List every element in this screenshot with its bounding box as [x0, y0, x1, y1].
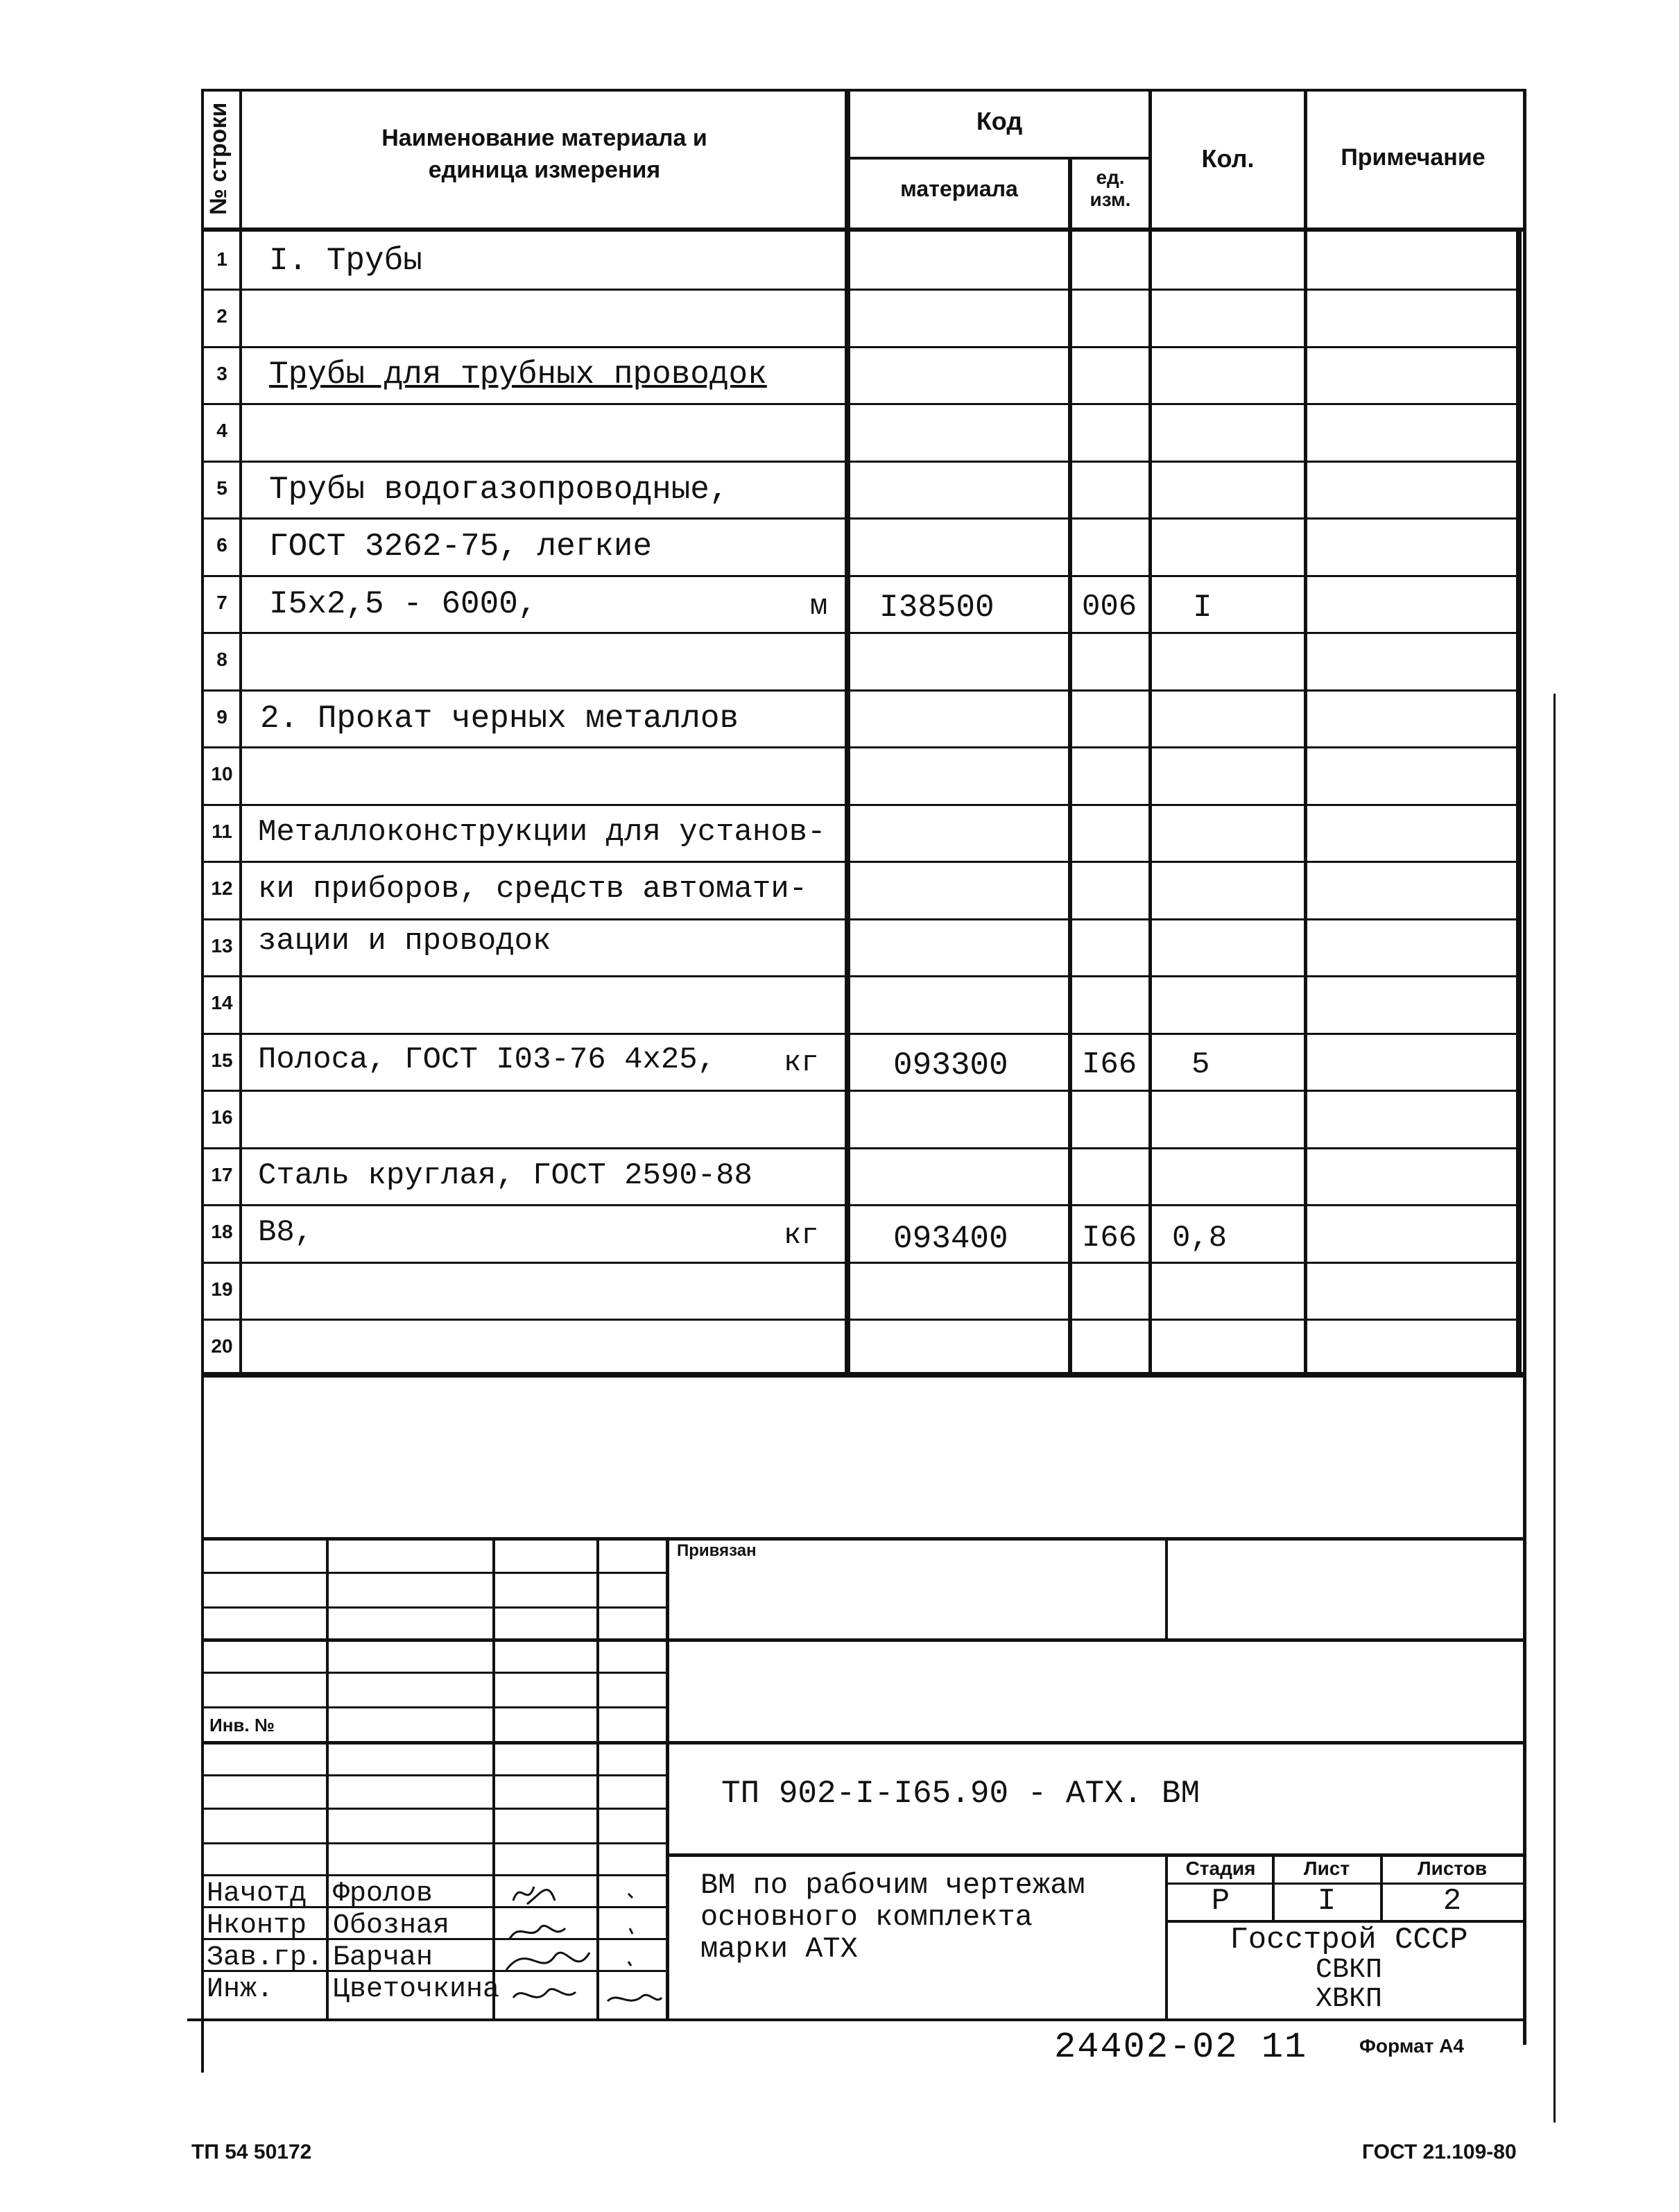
- row-number: 3: [216, 363, 227, 384]
- row-line: [201, 1090, 1519, 1092]
- table-bottom-line: [201, 1372, 1523, 1378]
- stamp-col-line: [1165, 1537, 1168, 1640]
- row-name: ки приборов, средств автомати-: [258, 872, 808, 907]
- row-name: Сталь круглая, ГОСТ 2590-88: [258, 1158, 752, 1193]
- row-line: [201, 1262, 1519, 1264]
- stamp-col-line: [1165, 1853, 1168, 2020]
- format-label: Формат А4: [1359, 2035, 1464, 2057]
- organization-line3: ХВКП: [1315, 1984, 1382, 2015]
- row-number: 2: [216, 305, 227, 327]
- row-line: [201, 1147, 1519, 1149]
- row-line: [201, 1204, 1519, 1206]
- row-number: 9: [216, 706, 227, 728]
- note-header: Примечание: [1341, 144, 1486, 171]
- archive-number: 24402-02 11: [1054, 2027, 1308, 2068]
- row-uom-code: I66: [1082, 1047, 1137, 1082]
- row-line: [201, 346, 1519, 348]
- row-line: [201, 975, 1519, 977]
- signer-role: Начотд: [207, 1878, 307, 1910]
- row-number: 18: [211, 1221, 233, 1242]
- row-name: ГОСТ 3262-75, легкие: [269, 529, 653, 565]
- row-number: 5: [216, 477, 227, 499]
- code-header: Код: [976, 107, 1023, 135]
- stamp-col-line: [596, 1537, 599, 2018]
- row-line: [201, 289, 1519, 291]
- row-name: 2. Прокат черных металлов: [260, 701, 739, 737]
- row-material-code: I38500: [879, 590, 995, 626]
- row-unit: м: [810, 590, 828, 623]
- document-title-line3: марки АТХ: [700, 1932, 858, 1966]
- row-line: [201, 804, 1519, 806]
- sheet-label: Лист: [1303, 1858, 1350, 1879]
- name-header-line2: единица измерения: [428, 157, 661, 183]
- stage-label: Стадия: [1185, 1858, 1256, 1879]
- row-uom-code: 006: [1082, 590, 1137, 624]
- row-line: [201, 689, 1519, 692]
- row-number: 7: [216, 592, 227, 613]
- frame-top: [201, 89, 1526, 92]
- col-line-code: [1068, 158, 1072, 1372]
- row-number: 15: [211, 1049, 233, 1071]
- row-line: [201, 461, 1519, 463]
- row-line: [201, 403, 1519, 405]
- col-line-qty: [1304, 89, 1307, 1372]
- right-code: ГОСТ 21.109-80: [1362, 2141, 1517, 2163]
- row-name: зации и проводок: [258, 924, 551, 959]
- document-code: ТП 902-I-I65.90 - АТХ. ВМ: [721, 1776, 1200, 1812]
- code-split-line: [845, 157, 1150, 160]
- row-material-code: 093400: [893, 1221, 1008, 1257]
- signer-name: Фролов: [333, 1878, 433, 1910]
- row-name: Трубы водогазопроводные,: [269, 472, 729, 508]
- row-line: [201, 918, 1519, 920]
- uom-header-line1: ед.: [1096, 166, 1125, 188]
- signer-role: Нконтр: [207, 1910, 307, 1941]
- row-qty: I: [1193, 590, 1212, 626]
- row-number: 16: [211, 1106, 233, 1128]
- stage-value: Р: [1211, 1884, 1230, 1919]
- row-number: 12: [211, 877, 233, 899]
- frame-right: [1523, 89, 1526, 2045]
- row-qty: 5: [1191, 1047, 1210, 1082]
- row-number: 1: [216, 248, 227, 270]
- signer-name: Обозная: [333, 1910, 450, 1941]
- frame-bottom: [187, 2018, 1526, 2021]
- organization-line1: Госстрой СССР: [1230, 1923, 1468, 1957]
- row-line: [201, 517, 1519, 520]
- row-line: [201, 861, 1519, 863]
- stamp-line: [666, 1853, 1526, 1857]
- row-unit: кг: [784, 1046, 819, 1079]
- qty-header: Кол.: [1201, 144, 1255, 173]
- signer-role: Зав.гр.: [207, 1942, 324, 1973]
- row-number: 20: [211, 1335, 233, 1357]
- stamp-col-line: [492, 1537, 495, 2018]
- row-line: [201, 1033, 1519, 1035]
- row-number: 17: [211, 1164, 233, 1185]
- row-number: 11: [212, 821, 232, 842]
- row-uom-code: I66: [1082, 1221, 1137, 1255]
- row-material-code: 093300: [893, 1047, 1008, 1083]
- organization-line2: СВКП: [1315, 1955, 1382, 1986]
- handwritten-signatures: [499, 1873, 596, 2012]
- col-line-uom: [1148, 89, 1152, 1372]
- stamp-top-line: [201, 1537, 1526, 1541]
- row-number: 10: [211, 763, 233, 785]
- row-name: Металлоконструкции для установ-: [258, 815, 826, 850]
- row-line: [201, 632, 1519, 634]
- document-title-line2: основного комплекта: [700, 1901, 1033, 1934]
- uom-header-line2: изм.: [1090, 189, 1131, 210]
- row-line: [201, 746, 1519, 748]
- signature-dates: [601, 1873, 664, 2012]
- material-header: материала: [900, 176, 1018, 201]
- row-number: 8: [216, 649, 227, 670]
- signer-name: Барчан: [333, 1942, 433, 1973]
- col-line-right-bold: [1516, 228, 1522, 1372]
- row-number: 6: [216, 534, 227, 556]
- document-title-line1: ВМ по рабочим чертежам: [700, 1869, 1085, 1902]
- stamp-col-line: [326, 1537, 329, 2018]
- stamp-line: [201, 1741, 1526, 1744]
- col-line-name: [845, 89, 850, 1372]
- row-number: 14: [211, 992, 233, 1013]
- row-unit: кг: [784, 1219, 819, 1252]
- row-number: 19: [211, 1278, 233, 1300]
- row-name: В8,: [258, 1215, 313, 1250]
- left-code: ТП 54 50172: [191, 2141, 312, 2163]
- outer-margin-line: [1553, 694, 1556, 2123]
- row-line: [201, 575, 1519, 577]
- row-name: Полоса, ГОСТ I03-76 4x25,: [258, 1043, 716, 1077]
- sheets-value: 2: [1443, 1884, 1462, 1919]
- row-number: 4: [216, 420, 227, 441]
- sheet-value: I: [1317, 1884, 1336, 1919]
- sheets-label: Листов: [1417, 1858, 1488, 1879]
- name-header-line1: Наименование материала и: [381, 125, 707, 151]
- inv-number-label: Инв. №: [209, 1715, 275, 1735]
- row-no-header: № строки: [205, 102, 232, 215]
- stamp-col-line: [666, 1537, 669, 2018]
- row-qty: 0,8: [1172, 1221, 1228, 1255]
- row-number: 13: [211, 935, 233, 957]
- row-name: Трубы для трубных проводок: [269, 357, 767, 393]
- row-name: I. Трубы: [269, 243, 422, 279]
- signer-role: Инж.: [207, 1974, 274, 2005]
- privyazan-label: Привязан: [677, 1541, 757, 1560]
- header-bottom-line: [201, 228, 1523, 232]
- row-name: I5x2,5 - 6000,: [269, 586, 537, 622]
- row-line: [201, 1319, 1519, 1321]
- col-line-rownum: [239, 89, 242, 1372]
- signer-name: Цветочкина: [333, 1974, 500, 2005]
- stamp-line: [201, 1638, 1526, 1642]
